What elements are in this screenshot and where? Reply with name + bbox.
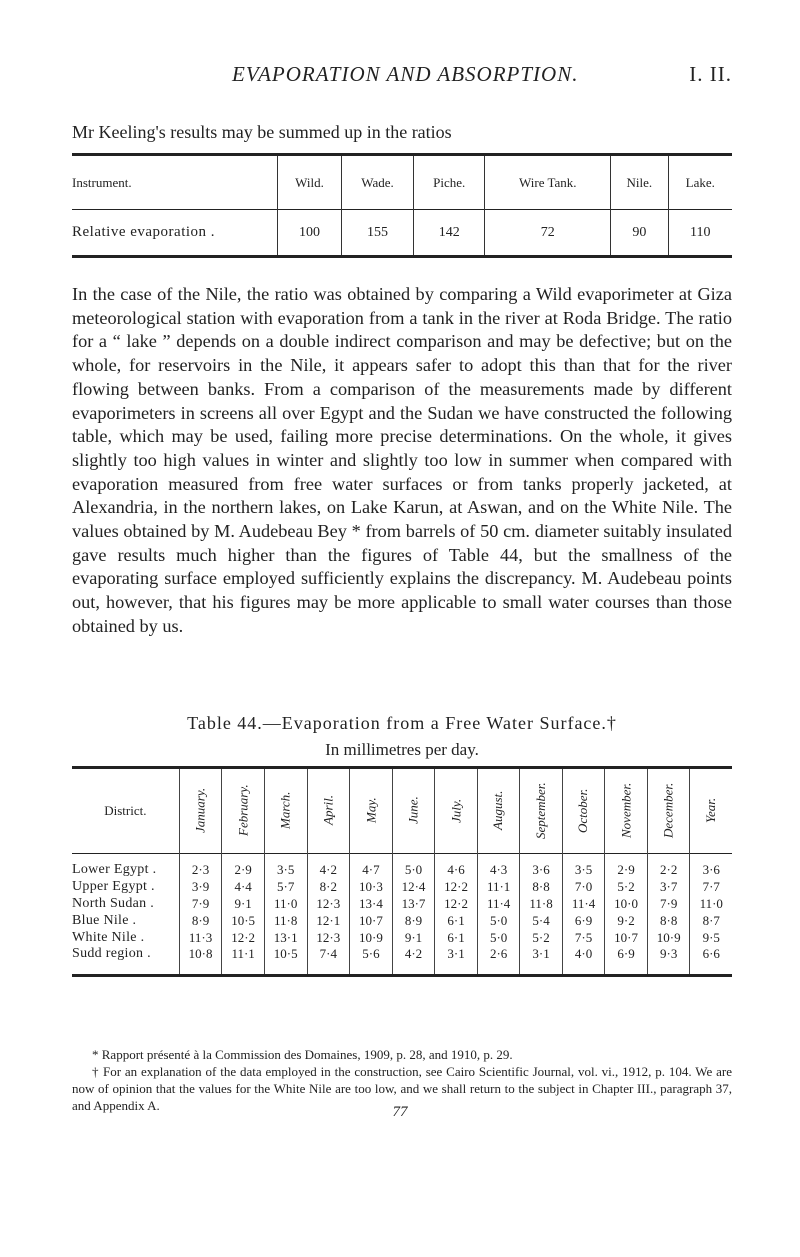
- table-cell: 6·6: [690, 946, 732, 976]
- ratio-value-piche: 142: [414, 210, 485, 257]
- table-cell: 3·9: [179, 878, 222, 895]
- ratio-value-lake: 110: [668, 210, 732, 257]
- table-cell: 5·2: [605, 878, 648, 895]
- table-cell: 9·1: [392, 929, 435, 946]
- table-cell: 11·4: [562, 895, 604, 912]
- table-cell: 6·9: [562, 912, 604, 929]
- table-caption: Table 44.—Evaporation from a Free Water Surface.†: [187, 713, 617, 733]
- body-paragraph: In the case of the Nile, the ratio was obtained by comparing a Wild evaporimeter at Giza meteorological station with evaporation from a tank in the river at Roda Bridge. The ratio for a “ lake ” depends on a double indirect comparison and may be defective; but on the whole, for reservoirs in the Nile, it appears safer to adopt this than that for the river flowing between banks. From a comparison of the measurements made by different evaporimeters in screens all over Egypt and the Sudan we have constructed the following table, which may be used, failing more precise determinations. On the whole, it gives slightly too high values in winter and slightly too low in summer when compared with evaporation measured from free water surfaces or from tanks properly jacketed, at Alexandria, in the northern lakes, on Lake Karun, at Aswan, and on the White Nile. The values obtained by M. Audebeau Bey * from barrels of 50 cm. diameter suitably insulated gave results much higher than the figures of Table 44, but the smallness of the evaporating surface employed sufficiently explains the discrepancy. M. Audebeau points out, however, that his figures may be more applicable to small water courses than those obtained by us.: [72, 284, 732, 636]
- table-cell: 10·5: [222, 912, 265, 929]
- table-cell: 10·9: [350, 929, 393, 946]
- table-row: [72, 929, 732, 946]
- table-cell: 12·3: [307, 895, 350, 912]
- table-cell: 11·1: [477, 878, 519, 895]
- table-cell: 10·3: [350, 878, 393, 895]
- table-cell: 6·1: [435, 912, 478, 929]
- ratio-data-row: [72, 210, 732, 257]
- table-cell: 3·1: [435, 946, 478, 976]
- district-name: Upper Egypt .: [72, 878, 155, 894]
- table-cell: 13·1: [264, 929, 307, 946]
- table-row: [72, 895, 732, 912]
- month-header: Year.: [690, 768, 732, 854]
- table-cell: 7·9: [179, 895, 222, 912]
- table-cell: 12·1: [307, 912, 350, 929]
- table-cell: 13·4: [350, 895, 393, 912]
- table-cell: 4·2: [392, 946, 435, 976]
- month-header: May.: [350, 768, 393, 854]
- month-header: June.: [392, 768, 435, 854]
- table-cell: 11·0: [264, 895, 307, 912]
- ratio-header-lake: Lake.: [668, 155, 732, 210]
- table-cell: 11·4: [477, 895, 519, 912]
- ratio-header-wade: Wade.: [341, 155, 413, 210]
- table-cell: 3·7: [647, 878, 690, 895]
- district-name: North Sudan .: [72, 895, 155, 911]
- running-title: EVAPORATION AND ABSORPTION.: [232, 62, 579, 86]
- table-cell: 2·2: [647, 854, 690, 879]
- table-cell: 4·6: [435, 854, 478, 879]
- district-header: District.: [104, 803, 147, 818]
- table-cell: 9·3: [647, 946, 690, 976]
- table-subcaption: In millimetres per day.: [325, 740, 479, 759]
- table-cell: 11·0: [690, 895, 732, 912]
- district-name: Blue Nile .: [72, 912, 137, 928]
- table-cell: 10·7: [605, 929, 648, 946]
- month-header: January.: [179, 768, 222, 854]
- table-cell: 6·9: [605, 946, 648, 976]
- table-cell: 7·0: [562, 878, 604, 895]
- month-header: March.: [264, 768, 307, 854]
- table-cell: 7·5: [562, 929, 604, 946]
- table-cell: 2·9: [605, 854, 648, 879]
- table-cell: 4·7: [350, 854, 393, 879]
- ratio-value-nile: 90: [611, 210, 668, 257]
- table-cell: 3·6: [520, 854, 562, 879]
- table-cell: 3·5: [264, 854, 307, 879]
- footnote-asterisk: * Rapport présenté à la Commission des Domaines, 1909, p. 28, and 1910, p. 29.: [92, 1047, 513, 1062]
- ratio-row-label: Relative evaporation .: [72, 224, 216, 240]
- table-cell: 4·3: [477, 854, 519, 879]
- table-cell: 5·2: [520, 929, 562, 946]
- table-row: [72, 946, 732, 976]
- table-cell: 5·0: [392, 854, 435, 879]
- table-cell: 5·0: [477, 929, 519, 946]
- ratio-value-wire-tank: 72: [485, 210, 611, 257]
- table-cell: 9·5: [690, 929, 732, 946]
- table-row: [72, 912, 732, 929]
- month-header: September.: [520, 768, 562, 854]
- table-cell: 4·4: [222, 878, 265, 895]
- month-header: July.: [435, 768, 478, 854]
- table-cell: 11·3: [179, 929, 222, 946]
- ratio-header-piche: Piche.: [414, 155, 485, 210]
- evaporation-table: [72, 766, 732, 977]
- ratio-header-row: [72, 155, 732, 210]
- table-cell: 2·3: [179, 854, 222, 879]
- page-number: 77: [392, 1104, 408, 1120]
- ratio-header-nile: Nile.: [611, 155, 668, 210]
- table-cell: 8·9: [179, 912, 222, 929]
- table-cell: 10·7: [350, 912, 393, 929]
- table-cell: 12·2: [435, 895, 478, 912]
- table-cell: 7·7: [690, 878, 732, 895]
- ratio-value-wade: 155: [341, 210, 413, 257]
- ratio-header-instrument: Instrument.: [72, 174, 132, 190]
- table-cell: 9·2: [605, 912, 648, 929]
- table-cell: 12·2: [222, 929, 265, 946]
- month-header: November.: [605, 768, 648, 854]
- intro-sentence: Mr Keeling's results may be summed up in the ratios: [72, 122, 452, 142]
- month-header: April.: [307, 768, 350, 854]
- table-cell: 10·8: [179, 946, 222, 976]
- district-name: Sudd region .: [72, 946, 151, 961]
- table-cell: 12·3: [307, 929, 350, 946]
- table-cell: 8·7: [690, 912, 732, 929]
- table-cell: 2·9: [222, 854, 265, 879]
- ratio-table: [72, 153, 732, 258]
- table-cell: 7·9: [647, 895, 690, 912]
- table-cell: 8·9: [392, 912, 435, 929]
- month-header: October.: [562, 768, 604, 854]
- table-cell: 4·2: [307, 854, 350, 879]
- month-header: August.: [477, 768, 519, 854]
- table-cell: 5·6: [350, 946, 393, 976]
- table-cell: 5·7: [264, 878, 307, 895]
- month-header: December.: [647, 768, 690, 854]
- month-header: February.: [222, 768, 265, 854]
- table-cell: 8·8: [520, 878, 562, 895]
- table-cell: 9·1: [222, 895, 265, 912]
- table-cell: 11·8: [264, 912, 307, 929]
- table-cell: 4·0: [562, 946, 604, 976]
- ratio-value-wild: 100: [278, 210, 342, 257]
- district-name: White Nile .: [72, 929, 145, 945]
- table-cell: 10·5: [264, 946, 307, 976]
- table-cell: 12·4: [392, 878, 435, 895]
- table-cell: 2·6: [477, 946, 519, 976]
- table-cell: 3·5: [562, 854, 604, 879]
- footnote-dagger: † For an explanation of the data employed in the construction, see Cairo Scientific Journal, vol. vi., 1912, p. 104. We are now of opinion that the values for the White Nile are too low, and we shall return to the subject in Chapter III., paragraph 37, and Appendix A.: [72, 1064, 732, 1113]
- table-cell: 13·7: [392, 895, 435, 912]
- evaporation-body: [72, 854, 732, 976]
- table-cell: 8·8: [647, 912, 690, 929]
- table-cell: 10·9: [647, 929, 690, 946]
- ratio-header-wire-tank: Wire Tank.: [485, 155, 611, 210]
- table-cell: 7·4: [307, 946, 350, 976]
- table-row: [72, 854, 732, 879]
- table-cell: 10·0: [605, 895, 648, 912]
- table-cell: 3·1: [520, 946, 562, 976]
- section-number: I. II.: [689, 62, 732, 86]
- ratio-header-wild: Wild.: [278, 155, 342, 210]
- evaporation-header-row: [72, 768, 732, 854]
- table-cell: 5·0: [477, 912, 519, 929]
- table-cell: 12·2: [435, 878, 478, 895]
- table-cell: 11·8: [520, 895, 562, 912]
- running-header: [72, 62, 732, 102]
- table-cell: 3·6: [690, 854, 732, 879]
- table-cell: 11·1: [222, 946, 265, 976]
- table-cell: 6·1: [435, 929, 478, 946]
- table-cell: 8·2: [307, 878, 350, 895]
- district-name: Lower Egypt .: [72, 862, 157, 877]
- table-row: [72, 878, 732, 895]
- table-cell: 5·4: [520, 912, 562, 929]
